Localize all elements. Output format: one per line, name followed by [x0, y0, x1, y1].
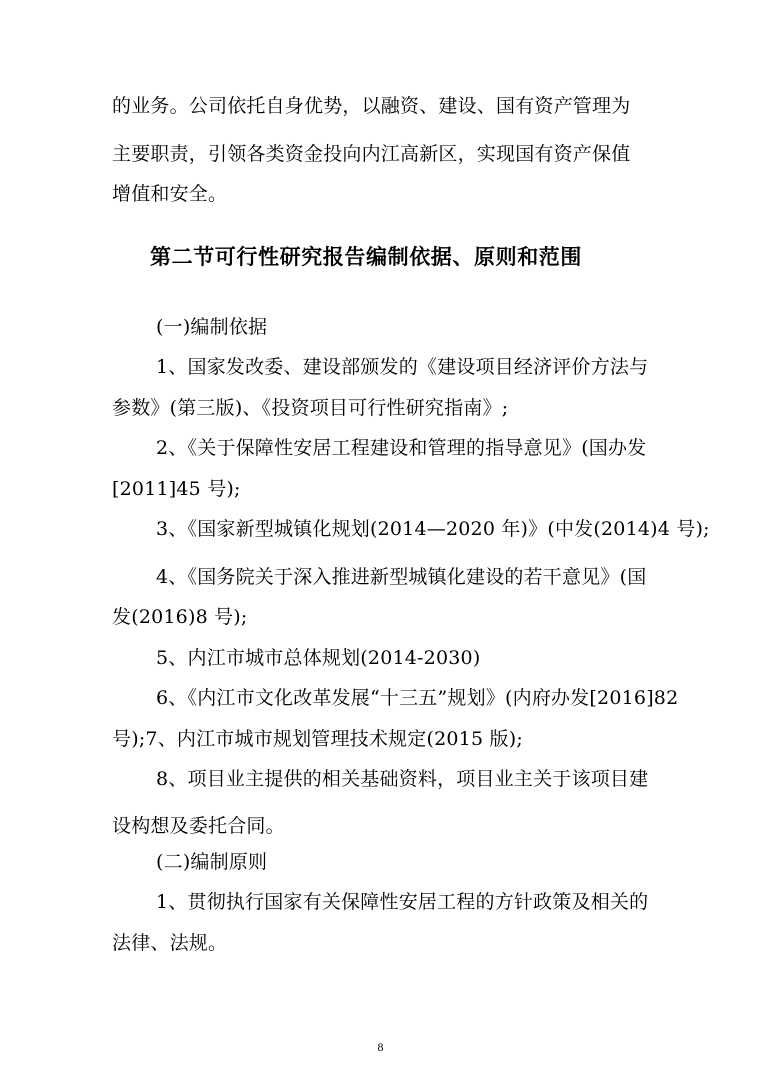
list-item-line: 1、国家发改委、建设部颁发的《建设项目经济评价方法与 [156, 356, 649, 378]
subsection-title-basis: (一)编制依据 [156, 316, 268, 338]
list-item-line: 1、贯彻执行国家有关保障性安居工程的方针政策及相关的 [156, 891, 649, 913]
list-item-line: [2011]45 号); [112, 478, 241, 500]
list-item-line: 发(2016)8 号); [112, 606, 248, 628]
paragraph-line: 主要职责，引领各类资金投向内江高新区，实现国有资产保值 [112, 143, 631, 165]
list-item-line: 号);7、内江市城市规划管理技术规定(2015 版); [112, 728, 523, 750]
list-item-line: 参数》(第三版)、《投资项目可行性研究指南》; [112, 397, 509, 419]
list-item-line: 2、《关于保障性安居工程建设和管理的指导意见》(国办发 [156, 437, 647, 459]
list-item-line: 设构想及委托合同。 [112, 815, 285, 837]
list-item-line: 6、《内江市文化改革发展“十三五”规划》(内府办发[2016]82 [156, 687, 679, 709]
paragraph-line: 增值和安全。 [112, 183, 228, 205]
paragraph-line: 的业务。公司依托自身优势，以融资、建设、国有资产管理为 [112, 95, 631, 117]
list-item-line: 法律、法规。 [112, 932, 228, 954]
list-item-line: 5、内江市城市总体规划(2014-2030) [156, 647, 481, 669]
section-heading: 第二节可行性研究报告编制依据、原则和范围 [150, 244, 582, 269]
list-item-line: 4、《国务院关于深入推进新型城镇化建设的若干意见》(国 [156, 566, 647, 588]
subsection-title-principles: (二)编制原则 [156, 851, 268, 873]
list-item-line: 8、项目业主提供的相关基础资料，项目业主关于该项目建 [156, 768, 649, 790]
list-item-line: 3、《国家新型城镇化规划(2014—2020 年)》(中发(2014)4 号); [156, 518, 710, 540]
page-number: 8 [377, 1040, 384, 1054]
